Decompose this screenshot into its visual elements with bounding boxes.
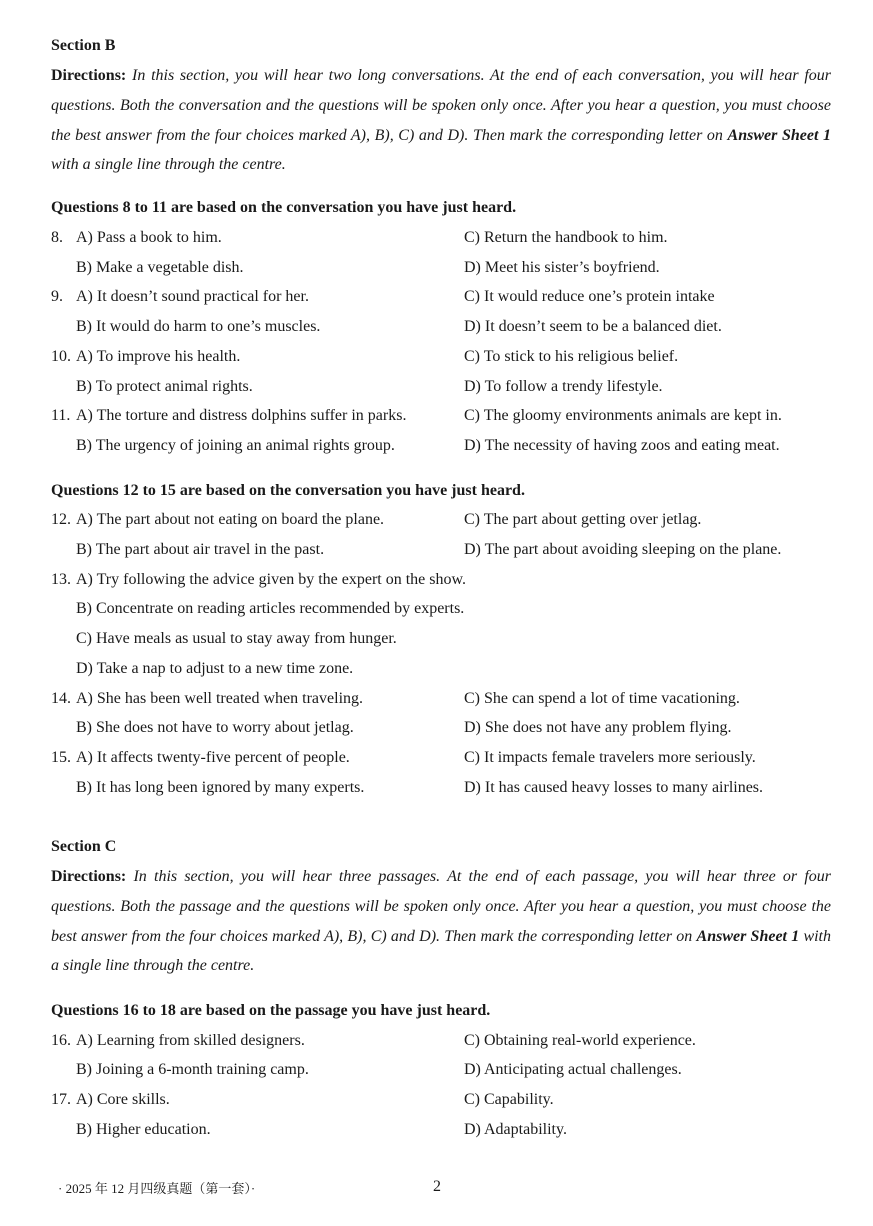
option-d: D) Anticipating actual challenges.	[464, 1061, 682, 1078]
option-a: A) Core skills.	[76, 1091, 170, 1108]
option-b: B) Joining a 6-month training camp.	[76, 1061, 309, 1078]
answer-sheet-ref: Answer Sheet 1	[696, 927, 800, 945]
question-group-heading: Questions 16 to 18 are based on the passage you have just heard.	[51, 1002, 491, 1019]
section-b-directions	[51, 61, 831, 180]
option-d: D) Adaptability.	[464, 1121, 567, 1138]
option-d: D) To follow a trendy lifestyle.	[464, 378, 663, 395]
option-d: D) It doesn’t seem to be a balanced diet.	[464, 318, 722, 335]
section-b-title: Section B	[51, 37, 116, 54]
option-b: B) Concentrate on reading articles recommended by experts.	[76, 600, 465, 617]
section-c-title: Section C	[51, 838, 117, 855]
directions-text-end: with a single line through the centre.	[51, 927, 832, 975]
directions-label: Directions:	[51, 67, 127, 84]
option-d: D) It has caused heavy losses to many airlines.	[464, 779, 764, 796]
option-a: A) It affects twenty-five percent of people.	[76, 749, 350, 766]
option-d: D) Take a nap to adjust to a new time zone.	[76, 660, 354, 677]
option-c: C) Have meals as usual to stay away from hunger.	[76, 630, 397, 647]
option-c: C) To stick to his religious belief.	[464, 348, 679, 365]
option-b: B) Make a vegetable dish.	[76, 259, 244, 276]
option-b: B) The part about air travel in the past.	[76, 541, 325, 558]
option-a: A) The torture and distress dolphins suffer in parks.	[76, 407, 407, 424]
directions-text: In this section, you will hear three passages. At the end of each passage, you will hear three or four questions. Both the passage and the questions will be spoken only once. After you hear a question, you must choose the best answer from the four choices marked A), B), C) and D). Then mark the corresponding letter on	[51, 868, 832, 945]
question-number: 8.	[51, 229, 63, 246]
option-c: C) She can spend a lot of time vacationing.	[464, 690, 740, 707]
option-a: A) Learning from skilled designers.	[76, 1032, 305, 1049]
footer-source: · 2025 年 12 月四级真题（第一套）·	[58, 1181, 256, 1196]
page-number: 2	[433, 1178, 441, 1195]
option-c: C) The gloomy environments animals are kept in.	[464, 407, 782, 424]
option-c: C) It impacts female travelers more seriously.	[464, 749, 756, 766]
option-d: D) The necessity of having zoos and eating meat.	[464, 437, 780, 454]
question-number: 17.	[51, 1091, 71, 1108]
option-a: A) She has been well treated when traveling.	[76, 690, 364, 707]
question-number: 13.	[51, 571, 71, 588]
option-c: C) The part about getting over jetlag.	[464, 511, 702, 528]
directions-text-end: with a single line through the centre.	[51, 156, 286, 174]
option-b: B) It would do harm to one’s muscles.	[76, 318, 321, 335]
option-a: A) It doesn’t sound practical for her.	[76, 288, 309, 305]
option-c: C) It would reduce one’s protein intake	[464, 288, 715, 305]
option-b: B) The urgency of joining an animal rights group.	[76, 437, 395, 454]
question-number: 14.	[51, 690, 71, 707]
option-d: D) Meet his sister’s boyfriend.	[464, 259, 660, 276]
option-b: B) To protect animal rights.	[76, 378, 253, 395]
option-c: C) Return the handbook to him.	[464, 229, 668, 246]
directions-text: In this section, you will hear two long conversations. At the end of each conversation, you will hear four questions. Both the conversation and the questions will be spoken only once. After you hear a question, you must choose the best answer from the four choices marked A), B), C) and D). Then mark the corresponding letter on	[51, 67, 832, 144]
question-number: 16.	[51, 1032, 71, 1049]
option-b: B) It has long been ignored by many experts.	[76, 779, 365, 796]
option-a: A) The part about not eating on board the plane.	[76, 511, 385, 528]
answer-sheet-ref: Answer Sheet 1	[727, 126, 831, 144]
option-a: A) Pass a book to him.	[76, 229, 222, 246]
option-c: C) Obtaining real-world experience.	[464, 1032, 696, 1049]
question-number: 12.	[51, 511, 71, 528]
directions-label: Directions:	[51, 868, 127, 885]
option-b: B) Higher education.	[76, 1121, 211, 1138]
question-group-heading: Questions 12 to 15 are based on the conversation you have just heard.	[51, 482, 525, 499]
question-number: 9.	[51, 288, 63, 305]
option-d: D) She does not have any problem flying.	[464, 719, 732, 736]
option-c: C) Capability.	[464, 1091, 554, 1108]
question-number: 11.	[51, 407, 71, 424]
option-a: A) To improve his health.	[76, 348, 241, 365]
question-number: 15.	[51, 749, 71, 766]
option-a: A) Try following the advice given by the expert on the show.	[76, 571, 467, 588]
option-d: D) The part about avoiding sleeping on the plane.	[464, 541, 782, 558]
question-number: 10.	[51, 348, 71, 365]
question-group-heading: Questions 8 to 11 are based on the conversation you have just heard.	[51, 199, 517, 216]
option-b: B) She does not have to worry about jetlag.	[76, 719, 354, 736]
section-c-directions	[51, 862, 831, 981]
